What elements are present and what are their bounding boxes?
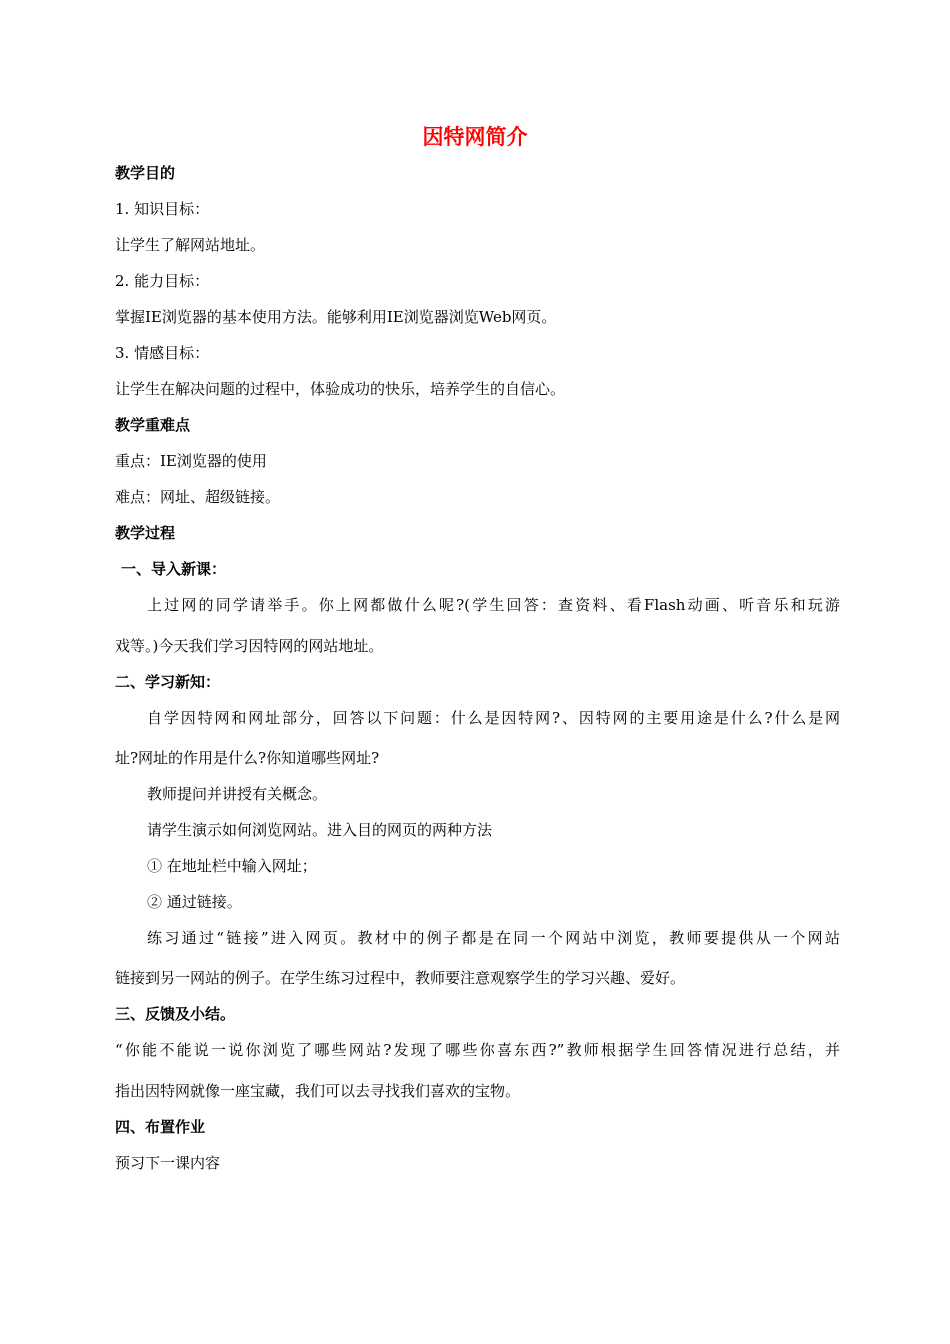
paragraph-line: 让学生了解网站地址。 [115, 236, 266, 254]
paragraph-line: 指出因特网就像一座宝藏，我们可以去寻找我们喜欢的宝物。 [115, 1082, 521, 1100]
section-heading: 教学重难点 [115, 416, 191, 434]
paragraph-line: 预习下一课内容 [115, 1154, 221, 1172]
paragraph-line: 重点：IE浏览器的使用 [115, 452, 267, 470]
paragraph-line: 让学生在解决问题的过程中，体验成功的快乐，培养学生的自信心。 [115, 380, 566, 398]
subsection-heading: 三、反馈及小结。 [115, 1005, 236, 1023]
paragraph-line: 址?网址的作用是什么?你知道哪些网址? [115, 749, 380, 767]
paragraph-line: 教师提问并讲授有关概念。 [147, 785, 328, 803]
paragraph-line: 掌握IE浏览器的基本使用方法。能够利用IE浏览器浏览Web网页。 [115, 308, 557, 326]
paragraph-line: 链接到另一网站的例子。在学生练习过程中，教师要注意观察学生的学习兴趣、爱好。 [115, 969, 686, 987]
subsection-heading: 一、导入新课： [121, 560, 227, 578]
section-heading: 教学过程 [115, 524, 176, 542]
paragraph-line: 难点：网址、超级链接。 [115, 488, 281, 506]
document-title: 因特网简介 [422, 125, 528, 149]
paragraph-line: 2. 能力目标： [115, 272, 210, 290]
paragraph-line: 上过网的同学请举手。你上网都做什么呢?(学生回答：查资料、看Flash动画、听音乐和玩游 [147, 596, 840, 614]
paragraph-line: 练习通过“链接”进入网页。教材中的例子都是在同一个网站中浏览，教师要提供从一个网站 [147, 929, 840, 947]
paragraph-line: 戏等。)今天我们学习因特网的网站地址。 [115, 637, 384, 655]
paragraph-line: 请学生演示如何浏览网站。进入目的网页的两种方法 [147, 821, 493, 839]
paragraph-line: 1. 知识目标： [115, 200, 210, 218]
list-item: ① 在地址栏中输入网址； [147, 857, 317, 875]
subsection-heading: 四、布置作业 [115, 1118, 206, 1136]
paragraph-line: 自学因特网和网址部分，回答以下问题：什么是因特网?、因特网的主要用途是什么?什么是网 [147, 709, 840, 727]
paragraph-line: “你能不能说一说你浏览了哪些网站?发现了哪些你喜东西?”教师根据学生回答情况进行总结，并 [115, 1041, 840, 1059]
subsection-heading: 二、学习新知： [115, 673, 221, 691]
section-heading: 教学目的 [115, 164, 176, 182]
paragraph-line: 3. 情感目标： [115, 344, 210, 362]
list-item: ② 通过链接。 [147, 893, 242, 911]
